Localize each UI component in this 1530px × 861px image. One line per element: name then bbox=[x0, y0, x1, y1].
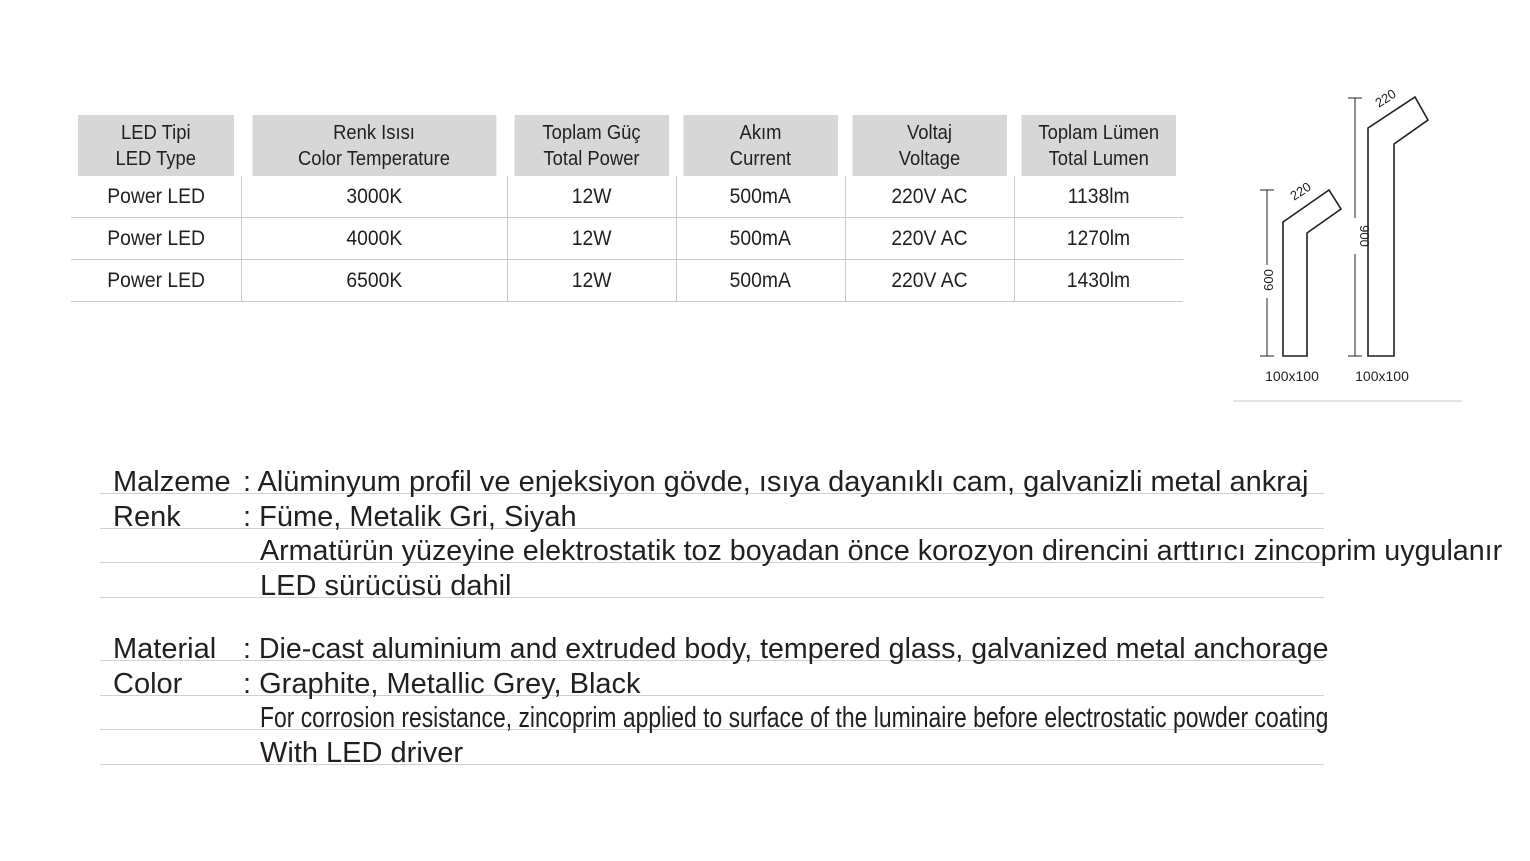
cell-voltage bbox=[845, 218, 1014, 260]
cell-text: 3000K bbox=[346, 184, 402, 208]
cell-current bbox=[676, 176, 845, 218]
cell-text: 220V AC bbox=[891, 268, 968, 292]
cell-text: Power LED bbox=[106, 226, 205, 250]
header-tr: Toplam Güç bbox=[542, 121, 641, 144]
header-tr: Akım bbox=[739, 121, 782, 144]
cell-text: 1270lm bbox=[1067, 226, 1131, 250]
cell-total-power bbox=[507, 176, 676, 218]
cell-text: 12W bbox=[571, 226, 612, 250]
cell-text: Power LED bbox=[106, 268, 205, 292]
small-luminaire-outline bbox=[1283, 190, 1341, 356]
cell-text: 220V AC bbox=[891, 226, 968, 250]
cell-current bbox=[676, 218, 845, 260]
header-en: Current bbox=[729, 147, 792, 170]
cell-text: 1430lm bbox=[1067, 268, 1131, 292]
material-row bbox=[100, 460, 1324, 499]
color-label: Renk bbox=[113, 500, 181, 533]
color-value: : Füme, Metalik Gri, Siyah bbox=[243, 500, 577, 533]
small-height-label: 600 bbox=[1261, 269, 1276, 291]
driver-note: LED sürücüsü dahil bbox=[260, 569, 512, 602]
cell-text: 1138lm bbox=[1067, 184, 1130, 208]
driver-note: With LED driver bbox=[260, 736, 464, 769]
cell-current bbox=[676, 260, 845, 302]
dimension-drawing bbox=[1230, 60, 1470, 410]
header-en: Color Temperature bbox=[297, 147, 451, 170]
color-row bbox=[100, 494, 1324, 533]
note-row bbox=[100, 529, 1503, 568]
header-en: LED Type bbox=[115, 147, 197, 170]
cell-text: 500mA bbox=[729, 268, 792, 292]
header-en: Total Power bbox=[543, 147, 640, 170]
coating-note: Armatürün yüzeyine elektrostatik toz boyadan önce korozyon direncini arttırıcı zincoprim uygulanır bbox=[260, 535, 1503, 568]
cell-text: 4000K bbox=[346, 226, 402, 250]
color-label: Color bbox=[113, 667, 183, 700]
cell-led-type bbox=[71, 176, 241, 218]
large-luminaire-outline bbox=[1368, 97, 1428, 356]
color-row bbox=[100, 661, 1324, 700]
cell-color-temperature bbox=[241, 260, 507, 302]
header-en: Voltage bbox=[898, 147, 961, 170]
color-value: : Graphite, Metallic Grey, Black bbox=[243, 667, 641, 700]
table-header-row bbox=[71, 115, 1183, 176]
cell-total-lumen bbox=[1014, 218, 1183, 260]
small-arm-label: 220 bbox=[1287, 179, 1314, 204]
table-row bbox=[71, 176, 1183, 218]
cell-color-temperature bbox=[241, 176, 507, 218]
header-tr: Voltaj bbox=[906, 121, 953, 144]
material-row bbox=[100, 627, 1329, 666]
cell-color-temperature bbox=[241, 218, 507, 260]
material-label: Malzeme bbox=[113, 466, 231, 499]
large-height-label: 900 bbox=[1357, 225, 1372, 247]
cell-text: 6500K bbox=[346, 268, 402, 292]
cell-voltage bbox=[845, 176, 1014, 218]
cell-led-type bbox=[71, 260, 241, 302]
small-base-label: 100x100 bbox=[1265, 368, 1319, 384]
cell-text: 12W bbox=[571, 184, 612, 208]
material-label: Material bbox=[113, 633, 217, 666]
material-block-english bbox=[100, 627, 1329, 769]
material-value: : Alüminyum profil ve enjeksiyon gövde, ısıya dayanıklı cam, galvanizli metal ankraj bbox=[243, 466, 1309, 499]
header-voltage bbox=[852, 115, 1007, 176]
material-block-turkish bbox=[100, 460, 1503, 602]
header-en: Total Lumen bbox=[1048, 147, 1149, 170]
cell-total-power bbox=[507, 260, 676, 302]
large-arm-label: 220 bbox=[1372, 86, 1399, 111]
material-value: : Die-cast aluminium and extruded body, tempered glass, galvanized metal anchorage bbox=[243, 633, 1329, 666]
table-row bbox=[71, 260, 1183, 302]
header-led-type bbox=[78, 115, 234, 176]
cell-voltage bbox=[845, 260, 1014, 302]
large-base-label: 100x100 bbox=[1355, 368, 1409, 384]
table-row bbox=[71, 218, 1183, 260]
header-total-lumen bbox=[1021, 115, 1176, 176]
note-row bbox=[100, 730, 1324, 769]
coating-note: For corrosion resistance, zincoprim applied to surface of the luminaire before electrostatic powder coating bbox=[260, 702, 1329, 735]
header-color-temperature bbox=[252, 115, 497, 176]
note-row bbox=[100, 696, 1329, 735]
note-row bbox=[100, 563, 1324, 602]
cell-text: 500mA bbox=[729, 226, 792, 250]
header-tr: Toplam Lümen bbox=[1038, 121, 1160, 144]
cell-total-lumen bbox=[1014, 176, 1183, 218]
cell-total-lumen bbox=[1014, 260, 1183, 302]
header-tr: Renk Isısı bbox=[333, 121, 415, 144]
cell-text: 220V AC bbox=[891, 184, 968, 208]
header-current bbox=[683, 115, 838, 176]
cell-text: 500mA bbox=[729, 184, 792, 208]
cell-text: Power LED bbox=[106, 184, 205, 208]
cell-text: 12W bbox=[571, 268, 612, 292]
header-tr: LED Tipi bbox=[120, 121, 191, 144]
cell-led-type bbox=[71, 218, 241, 260]
cell-total-power bbox=[507, 218, 676, 260]
header-total-power bbox=[514, 115, 669, 176]
spec-table bbox=[71, 115, 1183, 302]
